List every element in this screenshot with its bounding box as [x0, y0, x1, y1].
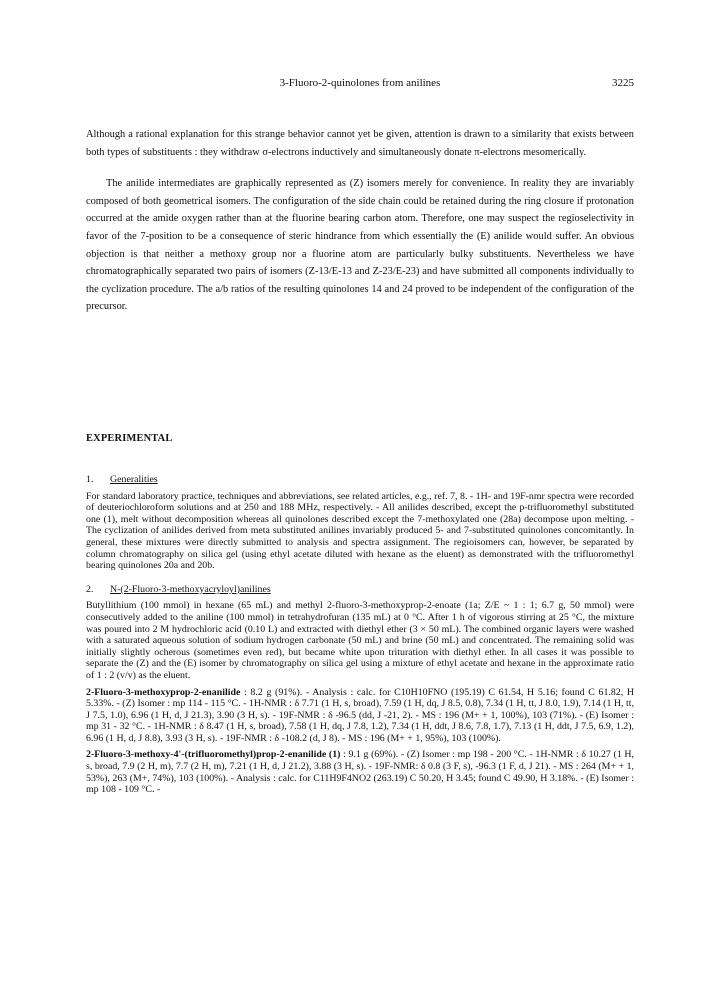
intro-text: [86, 126, 634, 330]
paragraph-2: The anilide intermediates are graphically represented as (Z) isomers merely for convenience. In reality they are invariably composed of both geometrical isomers. The configuration of the side chain could be retained during the ring closure if protonation occurred at the amide oxygen rather than at the fluorine bearing carbon atom. Therefore, one may suspect the regioselectivity in favor of the 7-position to be a consequence of steric hindrance from which essentially the (E) anilide would suffer. An obvious objection is that neither a methoxy group nor a fluorine atom are particularly bulky substituents. Nevertheless we have chromatographically separated two pairs of isomers (Z-13/E-13 and Z-23/E-23) and have submitted all components individually to the cyclization procedure. The a/b ratios of the resulting quinolones 14 and 24 proved to be independent of the configuration of the precursor.: [86, 178, 634, 313]
page-number: 3225: [612, 77, 634, 89]
compound-2-data: : 9.1 g (69%). - (Z) Isomer : mp 198 - 200 °C. - 1H-NMR : δ 10.27 (1 H, s, broad, 7.9 (2 H, m), 7.7 (2 H, m), 7.21 (1 H, d, J 21.2), 3.88 (3 H, s). - 19F-NMR: δ 0.8 (3 F, s), -96.3 (1 F, d, J 21). - MS : 264 (M+ + 1, 53%), 263 (M+, 74%), 103 (100%). - Analysis : calc. for C11H9F4NO2 (263.19) C 50.20, H 3.45; found C 49.90, H 3.18%. - (E) Isomer : mp 108 - 109 °C. -: [86, 749, 635, 796]
experimental-sections: [86, 474, 634, 796]
compound-1-name: 2-Fluoro-3-methoxyprop-2-enanilide: [86, 686, 241, 698]
compound-1-entry: [86, 687, 634, 745]
compound-2-entry: [86, 749, 634, 795]
section-1-heading: [86, 474, 634, 486]
section-2-text: Butyllithium (100 mmol) in hexane (65 mL) and methyl 2-fluoro-3-methoxyprop-2-enoate (1a; Z/E ~ 1 : 1; 6.7 g, 50 mmol) were consecutively added to the aniline (100 mmol) in tetrahydrofuran (135 mL) at 0 °C. After 1 h of vigorous stirring at 25 °C, the mixture was poured into 2 M hydrochloric acid (0.10 L) and extracted with diethyl ether (3 × 50 mL). The combined organic layers were washed with a saturated aqueous solution of sodium hydrogen carbonate (50 mL) and brine (50 mL) and concentrated. The remaining solid was initially slightly ocherous (sometimes even red), but became white upon trituration with diethyl ether. In all cases it was possible to separate the (Z) and the (E) isomer by chromatography on silica gel using a mixture of ethyl acetate and hexane in the approximate ratio of 1 : 2 (v/v) as the eluent.: [86, 600, 634, 681]
running-head: [86, 77, 634, 91]
section-1-text: For standard laboratory practice, techniques and abbreviations, see related articles, e.g., ref. 7, 8. - 1H- and 19F-nmr spectra were recorded of deuteriochloroform solutions and at 250 and 188 MHz, respectively. - All anilides described, except the p-trifluoromethyl substituted one (1), melt without decomposition whereas all quinolones described except the 7-methoxylated one (28a) decompose upon melting. - The cyclization of anilides derived from meta substituted anilines invariably produced 5- and 7-substituted quinolones concomitantly. In general, these mixtures were directly submitted to analysis and spectra assignment. The regioisomers can, however, be separated by column chromatography on silica gel (using ethyl acetate diluted with hexane as the eluent) as demonstrated with the trifluoromethyl bearing quinolones 20a and 20b.: [86, 490, 634, 572]
section-2-number: 2.: [86, 583, 94, 595]
section-2-heading: [86, 584, 634, 596]
section-2-title: N-(2-Fluoro-3-methoxyacryloyl)anilines: [110, 583, 271, 595]
section-1-title: Generalities: [110, 474, 158, 485]
running-title: 3-Fluoro-2-quinolones from anilines: [279, 77, 441, 89]
compound-1-data: : 8.2 g (91%). - Analysis : calc. for C10H10FNO (195.19) C 61.54, H 5.16; found C 61.82, H 5.33%. - (Z) Isomer : mp 114 - 115 °C. - 1H-NMR : δ 7.71 (1 H, s, broad), 7.59 (1 H, dq, J 8.5, 0.8), 7.34 (1 H, tt, J 8.0, 1.9), 7.14 (1 H, tt, J 7.5, 1.0), 6.96 (1 H, d, J 21.3), 3.90 (3 H, s). - 19F-NMR : δ -96.5 (dd, J -21, 2). - MS : 196 (M+ + 1, 100%), 103 (71%). - (E) Isomer : mp 31 - 32 °C. - 1H-NMR : δ 8.47 (1 H, s, broad), 7.58 (1 H, dq, J 7.8, 1.2), 7.34 (1 H, ddt, J 8.6, 7.8, 1.7), 7.13 (1 H, ddt, J 7.5, 6.9, 1.2), 6.96 (1 H, d, J 8.8), 3.93 (3 H, s). - 19F-NMR : δ -108.2 (d, J 8). - MS : 196 (M+ + 1, 95%), 103 (100%).: [86, 686, 634, 744]
paragraph-1: Although a rational explanation for this strange behavior cannot yet be given, attention is drawn to a similarity that exists between both types of substituents : they withdraw σ-electrons inductively and simultaneously donate π-electrons mesomerically.: [86, 129, 634, 158]
section-1-number: 1.: [86, 474, 94, 485]
experimental-heading: EXPERIMENTAL: [86, 433, 173, 444]
compound-2-name: 2-Fluoro-3-methoxy-4'-(trifluoromethyl)prop-2-enanilide (1): [86, 749, 341, 761]
